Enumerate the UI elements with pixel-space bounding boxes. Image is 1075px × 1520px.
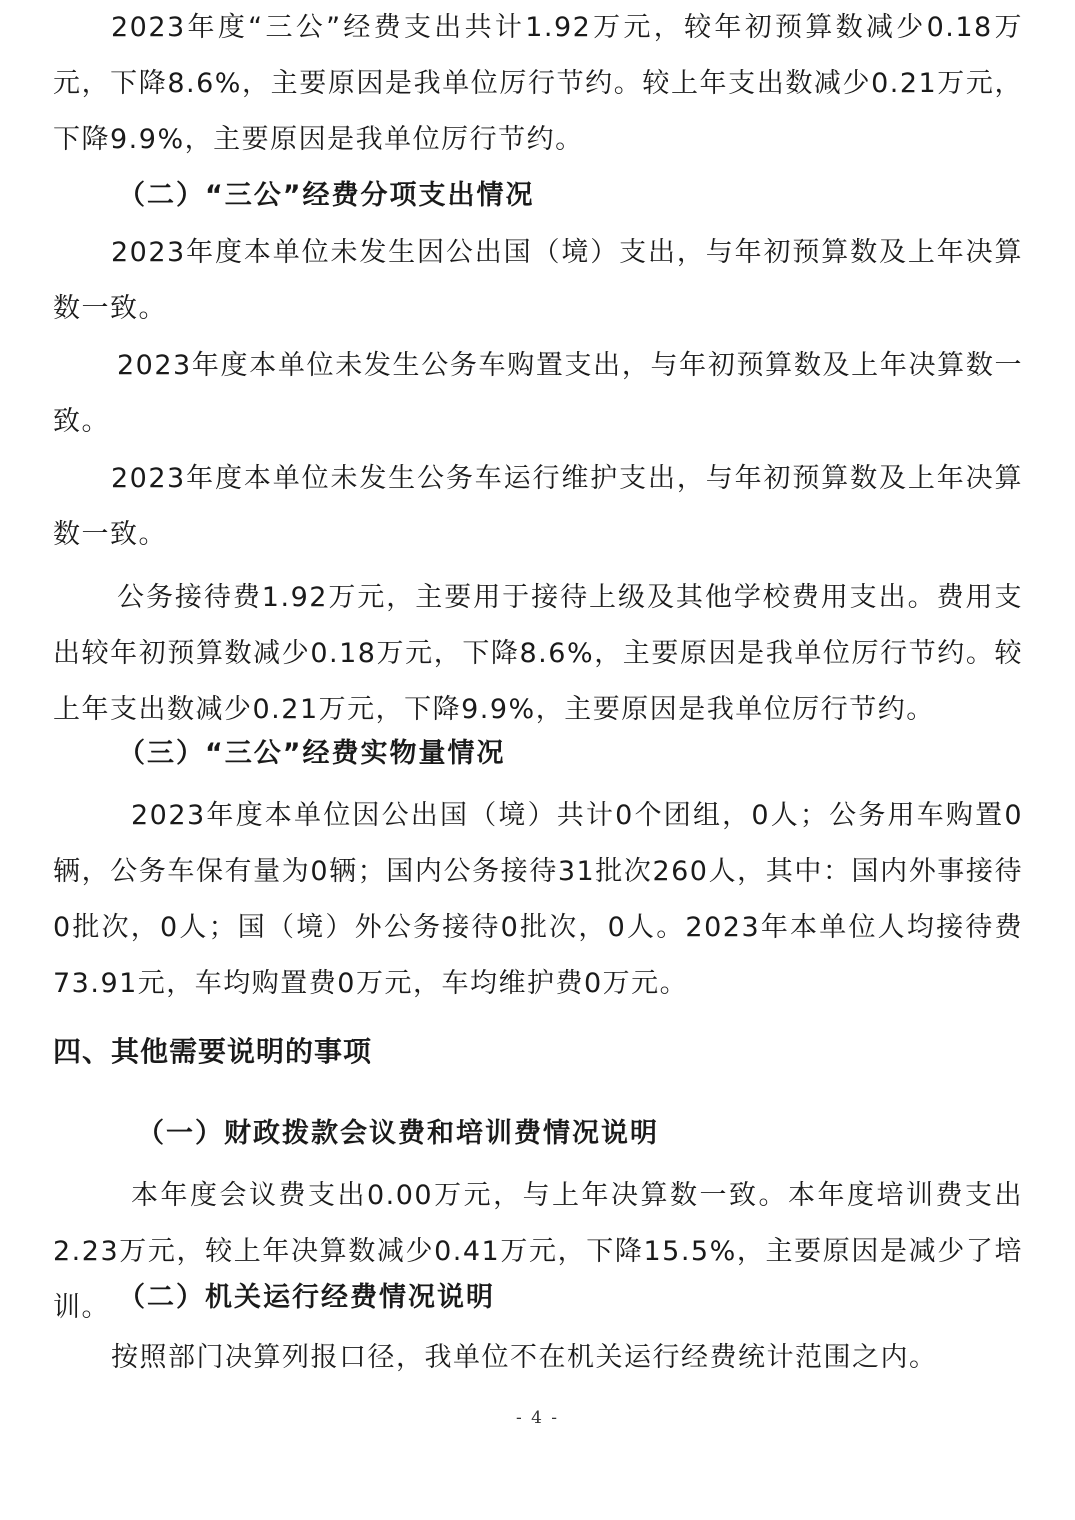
subheading-text: （三）“三公”经费实物量情况 [118,738,506,769]
paragraph-sangong-total [53,0,1023,168]
paragraph-text: 2023年度本单位未发生公务车运行维护支出，与年初预算数及上年决算数一致。 [53,463,1023,550]
subheading-text: （二）机关运行经费情况说明 [118,1282,495,1313]
paragraph-operating-expense [53,1330,1023,1386]
paragraph-vehicle-maintenance [53,451,1023,563]
paragraph-vehicle-purchase [53,338,1023,450]
paragraph-overseas-travel [53,225,1023,337]
subheading-text: （一）财政拨款会议费和培训费情况说明 [137,1118,659,1149]
subheading-operating-expense [118,1278,1075,1318]
subheading-physical-quantities [118,734,1075,774]
subheading-itemized-spending [118,176,1075,216]
paragraph-text: 按照部门决算列报口径，我单位不在机关运行经费统计范围之内。 [111,1342,938,1373]
section-heading-text: 四、其他需要说明的事项 [53,1035,373,1068]
paragraph-text: 2023年度本单位未发生因公出国（境）支出，与年初预算数及上年决算数一致。 [53,237,1023,324]
paragraph-reception-expense [53,570,1023,738]
section-heading-other-matters [53,1032,1023,1072]
paragraph-physical-quantities [53,788,1023,1012]
paragraph-text: 2023年度“三公”经费支出共计1.92万元，较年初预算数减少0.18万元，下降8.6%，主要原因是我单位厉行节约。较上年支出数减少0.21万元，下降9.9%，主要原因是我单位厉行节约。 [53,12,1023,155]
paragraph-text: 公务接待费1.92万元，主要用于接待上级及其他学校费用支出。费用支出较年初预算数减少0.18万元，下降8.6%，主要原因是我单位厉行节约。较上年支出数减少0.21万元，下降9.9%，主要原因是我单位厉行节约。 [53,582,1023,725]
paragraph-text: 本年度会议费支出0.00万元，与上年决算数一致。本年度培训费支出2.23万元，较上年决算数减少0.41万元，下降15.5%，主要原因是减少了培训。 [53,1180,1023,1323]
page-number: - 4 - [515,1408,560,1428]
paragraph-text: 2023年度本单位因公出国（境）共计0个团组，0人；公务用车购置0辆，公务车保有量为0辆；国内公务接待31批次260人，其中：国内外事接待0批次，0人；国（境）外公务接待0批次，0人。2023年本单位人均接待费73.91元，车均购置费0万元，车均维护费0万元。 [53,800,1023,999]
paragraph-text: 2023年度本单位未发生公务车购置支出，与年初预算数及上年决算数一致。 [53,350,1023,437]
subheading-meeting-training [137,1114,1075,1154]
subheading-text: （二）“三公”经费分项支出情况 [118,180,535,211]
